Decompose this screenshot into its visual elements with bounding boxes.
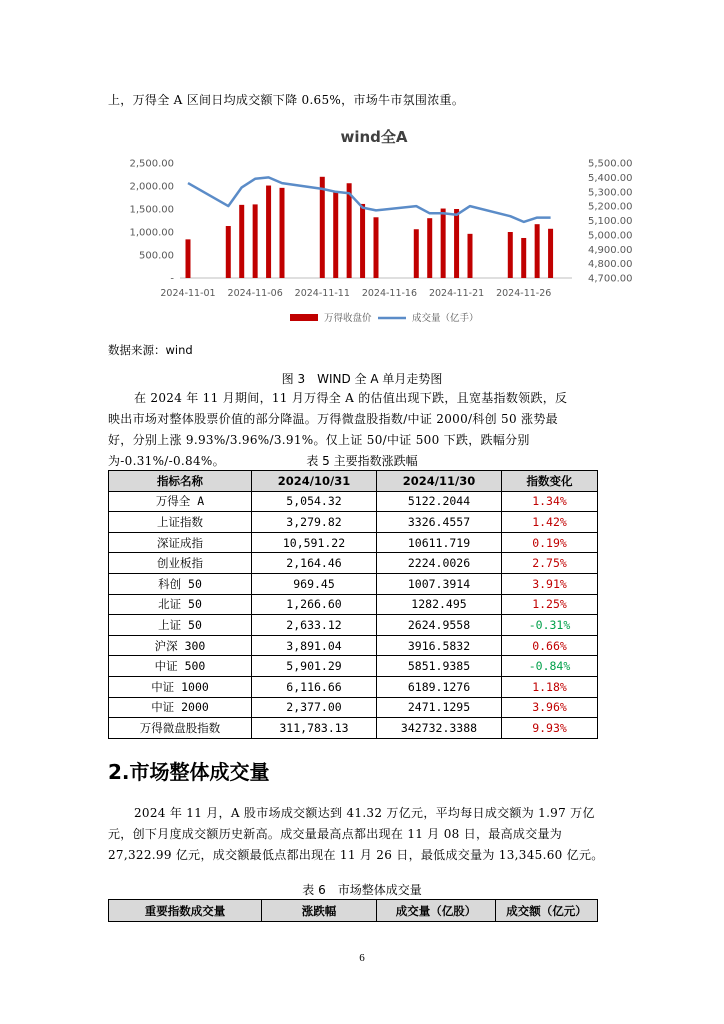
left-axis-tick-label: -	[170, 273, 174, 285]
paragraph-1: 在 2024 年 11 月期间，11 月万得全 A 的估值出现下跌，且宽基指数领跌，反映出市场对整体股票价值的部分降温。万得微盘股指数/中证 2000/科创 50 涨势最好，分别上涨 9.93%/3.96%/3.91%。仅上证 50/中证 500 下跌，跌幅分别为-0.31%/-0.84%。	[108, 391, 568, 468]
x-axis-tick-label: 2024-11-21	[428, 288, 485, 299]
table-row	[109, 676, 598, 697]
index-change-table	[108, 470, 598, 739]
x-axis-tick-label: 2024-11-16	[361, 288, 418, 299]
change-cell: -0.31%	[502, 615, 598, 636]
table-row	[109, 656, 598, 677]
value-cell: 342732.3388	[377, 718, 502, 739]
col-header: 涨跌幅	[262, 900, 377, 922]
value-cell: 3,279.82	[252, 512, 377, 533]
x-axis-tick-label: 2024-11-01	[160, 288, 216, 299]
col-header: 指数变化	[502, 471, 598, 492]
value-cell: 2,633.12	[252, 615, 377, 636]
value-cell: 2,377.00	[252, 697, 377, 718]
table-header-row	[109, 471, 598, 492]
table-row	[109, 718, 598, 739]
value-cell: 969.45	[252, 573, 377, 594]
value-cell: 3916.5832	[377, 635, 502, 656]
index-name-cell: 创业板指	[109, 553, 252, 574]
bar-2024-11-19	[427, 218, 432, 278]
change-cell: 9.93%	[502, 718, 598, 739]
table-row	[109, 532, 598, 553]
value-cell: 10,591.22	[252, 532, 377, 553]
page-number: 6	[359, 952, 365, 964]
index-name-cell: 上证指数	[109, 512, 252, 533]
table-row	[109, 512, 598, 533]
bar-2024-11-27	[535, 224, 540, 278]
index-name-cell: 万得微盘股指数	[109, 718, 252, 739]
left-axis-tick-label: 1,500.00	[129, 204, 174, 216]
right-axis-tick-label: 5,100.00	[588, 216, 633, 227]
right-axis-tick-label: 5,500.00	[588, 158, 633, 170]
intro-line: 上，万得全 A 区间日均成交额下降 0.65%，市场牛市氛围浓重。	[108, 93, 465, 107]
source-note: 数据来源：wind	[108, 343, 193, 357]
index-name-cell: 中证 1000	[109, 676, 252, 697]
table5-caption: 表 5 主要指数涨跌幅	[306, 454, 418, 468]
bar-2024-11-18	[414, 229, 419, 278]
col-header: 重要指数成交量	[109, 900, 262, 922]
value-cell: 2624.9558	[377, 615, 502, 636]
change-cell: 1.18%	[502, 676, 598, 697]
index-name-cell: 中证 500	[109, 656, 252, 677]
left-axis-tick-label: 1,000.00	[129, 227, 174, 239]
right-axis-tick-label: 5,300.00	[588, 187, 633, 199]
wind-all-a-chart	[120, 118, 640, 336]
right-axis-tick-label: 5,200.00	[588, 201, 633, 213]
value-cell: 6,116.66	[252, 676, 377, 697]
change-cell: 1.42%	[502, 512, 598, 533]
bar-2024-11-11	[320, 177, 325, 278]
right-axis-tick-label: 5,400.00	[588, 172, 633, 184]
bar-2024-11-06	[253, 204, 258, 278]
change-cell: 0.19%	[502, 532, 598, 553]
table-row	[109, 635, 598, 656]
value-cell: 2,164.46	[252, 553, 377, 574]
col-header: 指标名称	[109, 471, 252, 492]
index-name-cell: 上证 50	[109, 615, 252, 636]
col-header: 成交额（亿元）	[496, 900, 598, 922]
value-cell: 10611.719	[377, 532, 502, 553]
table6-caption: 表 6 市场整体成交量	[302, 883, 422, 897]
table-row	[109, 573, 598, 594]
x-axis-tick-label: 2024-11-06	[227, 288, 283, 299]
value-cell: 2471.1295	[377, 697, 502, 718]
chart-title: wind全A	[340, 128, 408, 146]
value-cell: 1,266.60	[252, 594, 377, 615]
table-row	[109, 491, 598, 512]
bar-2024-11-01	[186, 239, 191, 278]
value-cell: 5851.9385	[377, 656, 502, 677]
table-row	[109, 697, 598, 718]
value-cell: 1007.3914	[377, 573, 502, 594]
value-cell: 3326.4557	[377, 512, 502, 533]
value-cell: 1282.495	[377, 594, 502, 615]
table-row	[109, 615, 598, 636]
legend-bar-swatch	[290, 314, 318, 321]
chart-legend	[290, 312, 479, 324]
market-volume-table	[108, 899, 598, 922]
value-cell: 3,891.04	[252, 635, 377, 656]
figure-caption: 图 3 WIND 全 A 单月走势图	[281, 372, 443, 386]
bar-2024-11-13	[347, 183, 352, 278]
legend-bar-label: 万得收盘价	[324, 313, 372, 324]
value-cell: 5,054.32	[252, 491, 377, 512]
index-name-cell: 万得全 A	[109, 491, 252, 512]
right-axis-tick-label: 4,800.00	[588, 259, 633, 271]
bar-2024-11-05	[239, 205, 244, 278]
left-axis-tick-label: 2,500.00	[129, 158, 174, 170]
value-cell: 311,783.13	[252, 718, 377, 739]
bar-2024-11-25	[508, 232, 513, 278]
right-axis-tick-label: 4,700.00	[588, 273, 633, 285]
bar-2024-11-21	[454, 209, 459, 278]
bar-2024-11-20	[441, 209, 446, 278]
right-axis-tick-label: 4,900.00	[588, 244, 633, 256]
table-header-row	[109, 900, 598, 922]
left-axis-tick-label: 500.00	[139, 250, 174, 262]
index-name-cell: 沪深 300	[109, 635, 252, 656]
value-cell: 2224.0026	[377, 553, 502, 574]
right-axis-tick-label: 5,000.00	[588, 230, 633, 242]
bar-2024-11-04	[226, 226, 231, 278]
value-cell: 5,901.29	[252, 656, 377, 677]
index-name-cell: 深证成指	[109, 532, 252, 553]
index-name-cell: 北证 50	[109, 594, 252, 615]
x-axis-tick-label: 2024-11-26	[496, 288, 552, 299]
change-cell: 2.75%	[502, 553, 598, 574]
section-heading: 2.市场整体成交量	[108, 760, 270, 784]
value-cell: 6189.1276	[377, 676, 502, 697]
bar-2024-11-22	[468, 234, 473, 278]
table-row	[109, 553, 598, 574]
bar-2024-11-12	[333, 192, 338, 278]
bar-2024-11-26	[521, 238, 526, 278]
change-cell: -0.84%	[502, 656, 598, 677]
bar-2024-11-15	[374, 217, 379, 278]
left-axis-tick-label: 2,000.00	[129, 181, 174, 193]
legend-line-label: 成交量（亿手）	[412, 313, 479, 324]
change-cell: 1.34%	[502, 491, 598, 512]
change-cell: 1.25%	[502, 594, 598, 615]
col-header: 2024/11/30	[377, 471, 502, 492]
paragraph-2: 2024 年 11 月，A 股市场成交额达到 41.32 万亿元，平均每日成交额为 1.97 万亿元，创下月度成交额历史新高。成交量最高点都出现在 11 月 08 日，最高成交量为 27,322.99 亿元，成交额最低点都出现在 11 月 26 日，最低成交量为 13,345.60 亿元。	[108, 806, 604, 862]
value-cell: 5122.2044	[377, 491, 502, 512]
index-name-cell: 科创 50	[109, 573, 252, 594]
col-header: 成交量（亿股）	[377, 900, 496, 922]
x-axis-tick-label: 2024-11-11	[294, 288, 350, 299]
index-name-cell: 中证 2000	[109, 697, 252, 718]
change-cell: 3.96%	[502, 697, 598, 718]
change-cell: 3.91%	[502, 573, 598, 594]
bar-2024-11-28	[548, 229, 553, 278]
bar-2024-11-08	[280, 188, 285, 278]
col-header: 2024/10/31	[252, 471, 377, 492]
bar-2024-11-14	[360, 204, 365, 278]
table-row	[109, 594, 598, 615]
bar-2024-11-07	[266, 186, 271, 278]
change-cell: 0.66%	[502, 635, 598, 656]
